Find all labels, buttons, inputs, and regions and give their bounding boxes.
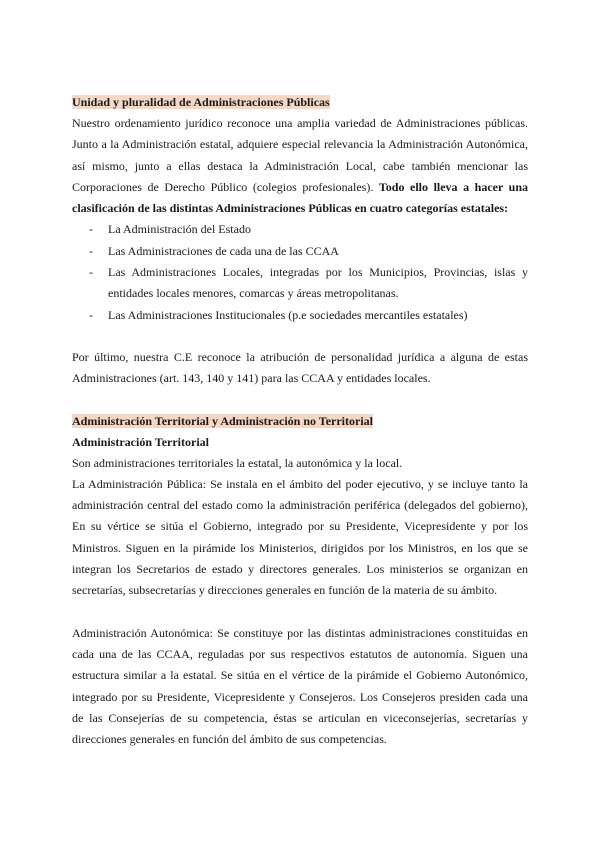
heading-highlight: Administración Territorial y Administración no Territorial: [72, 413, 373, 428]
list-item: - La Administración del Estado: [72, 219, 528, 240]
personalidad-paragraph: Por último, nuestra C.E reconoce la atribución de personalidad jurídica a alguna de estas Administraciones (art. 143, 140 y 141) para las CCAA y entidades locales.: [72, 349, 528, 386]
list-marker: -: [89, 307, 93, 322]
list-marker: -: [89, 265, 93, 280]
heading-highlight: Unidad y pluralidad de Administraciones Públicas: [72, 95, 330, 109]
intro-bold-text: Todo ello lleva a hacer una clasificación de las distintas Administraciones Públicas en cuatro categorías estatales:: [72, 179, 528, 216]
section-heading-unidad: [72, 92, 528, 113]
list-marker: -: [89, 243, 93, 258]
admin-autonomica-paragraph: Administración Autonómica: Se constituye por las distintas administraciones constituidas en cada una de las CCAA, reguladas por sus respectivos estatutos de autonomía. Siguen una estructura similar a la estatal. Se sitúa en el vértice de la pirámide el Gobierno Autonómico, integrado por su Presidente, Vicepresidente y Consejeros. Los Consejeros presiden cada una de las Consejerías de su competencia, éstas se articulan en viceconsejerías, secretarías y direcciones generales en función del ámbito de sus competencias.: [72, 625, 528, 747]
admin-publica-paragraph: La Administración Pública: Se instala en el ámbito del poder ejecutivo, y se incluye tanto la administración central del estado como la administración periférica (delegados del gobierno), En su vértice se sitúa el Gobierno, integrado por su Presidente, Vicepresidente y por los Ministros. Siguen en la pirámide los Ministerios, dirigidos por los Ministros, en los que se integran los Secretarios de estado y directores generales. Los ministerios se organizan en secretarías, subsecretarías y direcciones generales en función de la materia de su ámbito.: [72, 476, 528, 598]
list-item: - Las Administraciones Locales, integradas por los Municipios, Provincias, islas y entidades locales menores, comarcas y áreas metropolitanas.: [72, 262, 528, 305]
categories-list: [72, 219, 528, 325]
list-marker: -: [89, 222, 93, 237]
territorial-paragraph: Son administraciones territoriales la estatal, la autonómica y la local.: [72, 455, 403, 470]
list-item: - Las Administraciones Institucionales (p.e sociedades mercantiles estatales): [72, 305, 528, 326]
intro-paragraph: [72, 113, 528, 219]
intro-text: Nuestro ordenamiento jurídico reconoce una amplia variedad de Administraciones públicas. Junto a la Administración estatal, adquiere especial relevancia la Administración Autonómica, así mismo, junto a ellas destaca la Administración Local, cabe también mencionar las Corporaciones de Derecho Público (colegios profesionales).: [72, 116, 528, 194]
subheading-territorial: Administración Territorial: [72, 434, 209, 449]
list-item: - Las Administraciones de cada una de las CCAA: [72, 241, 528, 262]
section-heading-territorial: [72, 411, 528, 432]
